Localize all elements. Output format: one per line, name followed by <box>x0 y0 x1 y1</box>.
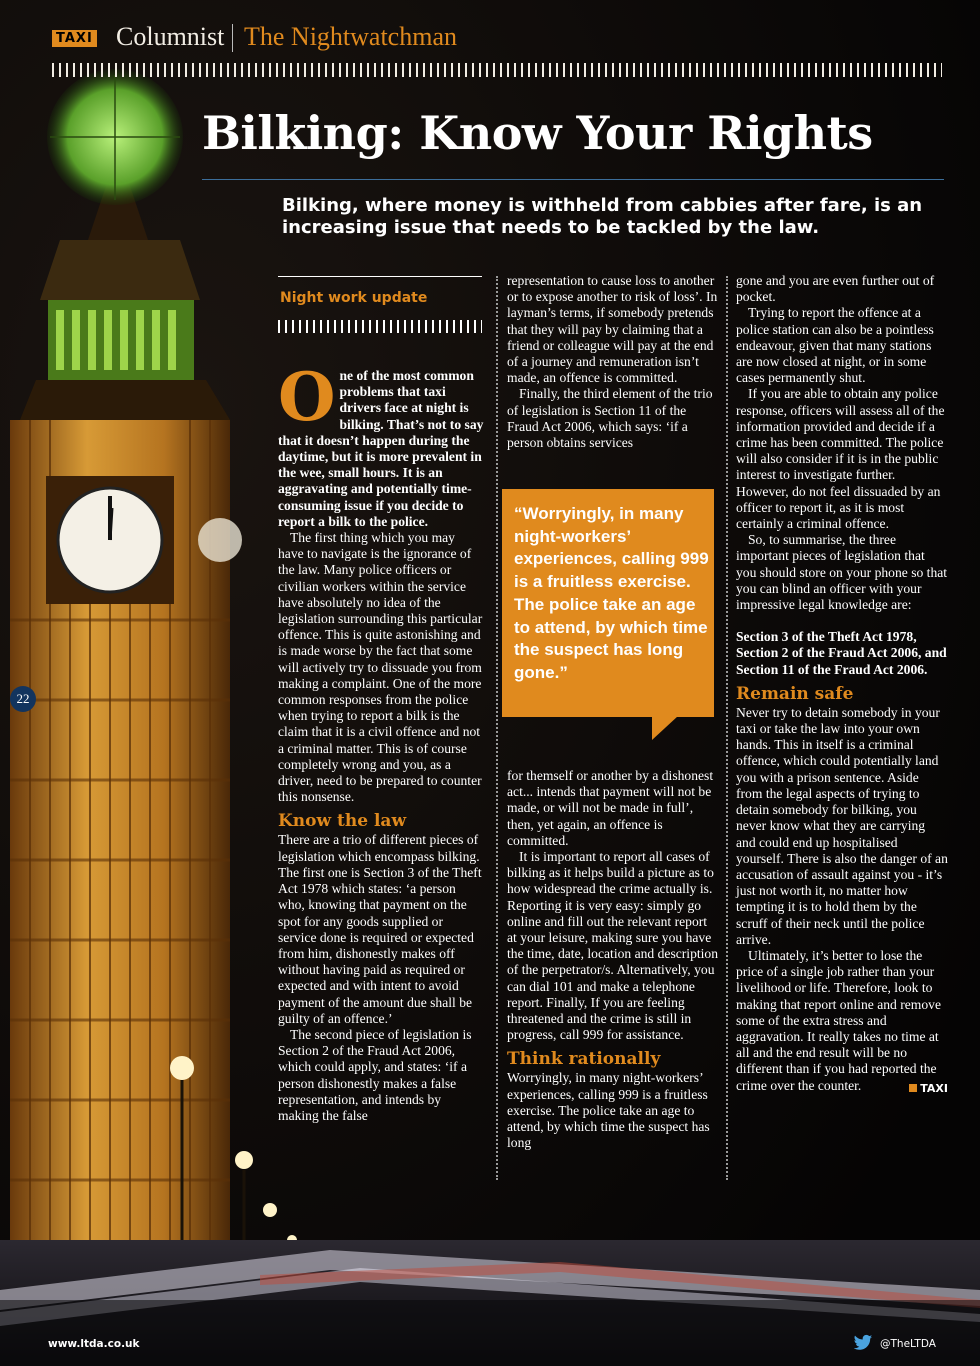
paragraph: Trying to report the offence at a police station can also be a pointless endeavour, given that many stations are now closed at night, or in some cases permanently shut. <box>736 305 934 386</box>
article-column-3 <box>736 273 948 1097</box>
paragraph: The first thing which you may have to navigate is the ignorance of the law. Many police officers or civilian workers within the service have absolutely no idea of the legislation surrounding this particular offence. This is quite astonishing and is made worse by the fact that some will actively try to dissuade you from making a complaint. One of the more common responses from the police when trying to report a bilk is the claim that it is a civil offence and not a criminal matter. This is of course completely wrong and you, as a driver, need to be prepared to counter this nonsense. <box>278 530 483 805</box>
paragraph: gone and you are even further out of pocket. <box>736 273 935 305</box>
end-square-icon <box>909 1084 917 1092</box>
page-number-badge: 22 <box>10 686 36 712</box>
headline-rule <box>202 179 944 180</box>
sidebar-top-rule <box>278 276 482 277</box>
standfirst: Bilking, where money is withheld from cabbies after fare, is an increasing issue that needs to be tackled by the law. <box>282 195 923 238</box>
legislation-summary: Section 3 of the Theft Act 1978, Section 2 of the Fraud Act 2006, and Section 11 of the Fraud Act 2006. <box>736 629 947 677</box>
paragraph: It is important to report all cases of bilking as it helps build a picture as to how widespread the crime actually is. Reporting it is very easy: simply go online and fill out the relevant report at your leisure, making sure you have the time, date, location and description of the perpetrator/s. Alternatively, you can dial 101 and make a telephone report. Finally, If you are feeling threatened and the crime is still in progress, call 999 for assistance. <box>507 849 719 1043</box>
pull-quote: “Worryingly, in many night-workers’ experiences, calling 999 is a fruitless exercise. The police take an age to attend, by which time the suspect has long gone.” <box>514 504 709 682</box>
header-divider <box>232 24 233 52</box>
sidebar-label: Night work update <box>280 290 428 306</box>
subheading-know-the-law: Know the law <box>278 811 407 832</box>
section-label: Columnist <box>116 22 225 51</box>
paragraph: Never try to detain somebody in your taxi or take the law into your own hands. This in itself is a criminal offence, which could potentially land you with a prison sentence. Aside from the legal aspects of trying to detain somebody for bilking, you never know what they are carrying and could end up hospitalised yourself. There is also the danger of an accusation of assault against you - it’s just not worth it, no matter how tempting it is to hold them by the scruff of their neck until the police arrive. <box>736 704 948 947</box>
footer-website[interactable]: www.ltda.co.uk <box>48 1338 140 1350</box>
article-column-2-bottom <box>507 768 719 1151</box>
column-name: The Nightwatchman <box>244 22 457 51</box>
sidebar-dash-rule <box>278 320 482 333</box>
paragraph: for themself or another by a dishonest act... intends that payment will not be made, or will not be made in full’, then, yet again, an offence is committed. <box>507 768 714 848</box>
column-separator-1 <box>496 276 498 1180</box>
header-dash-rule <box>52 63 942 77</box>
paragraph: The second piece of legislation is Section 2 of the Fraud Act 2006, which could apply, and states: ‘if a person dishonestly makes a false representation, and intends by making the false <box>278 1026 472 1123</box>
paragraph: There are a trio of different pieces of legislation which encompass bilking. The first one is Section 3 of the Theft Act 1978 which states: ‘a person who, knowing that payment on the spot for any goods supplied or service done is required or expected from him, dishonestly makes off without having paid as required or expected and with intent to avoid payment of the amount due shall be guilty of an offence.’ <box>278 832 482 1026</box>
paragraph: representation to cause loss to another or to expose another to risk of loss’. In layman’s terms, if somebody pretends that they will pay by claiming that a friend or colleague will pay at the end of a journey and remuneration isn’t made, an offence is committed. <box>507 273 718 386</box>
column-separator-2 <box>726 276 728 1180</box>
article-column-2-top <box>507 273 719 451</box>
end-mark-label: TAXI <box>909 1082 948 1095</box>
twitter-bird-icon <box>853 1334 873 1352</box>
paragraph: If you are able to obtain any police response, officers will assess all of the information provided and decide if a crime has been committed. The police will also consider if it is in the public interest to investigate further. However, do not feel dissuaded by an officer to report it, as it is most certainly a criminal offence. <box>736 386 945 532</box>
headline: Bilking: Know Your Rights <box>202 106 873 160</box>
article-column-1 <box>278 358 484 1124</box>
pull-quote-tail <box>652 716 678 740</box>
drop-cap: O <box>278 358 336 436</box>
subheading-think-rationally: Think rationally <box>507 1049 661 1070</box>
paragraph: Worryingly, in many night-workers’ experiences, calling 999 is a fruitless exercise. The police take an age to attend, by which time the suspect has long <box>507 1070 710 1151</box>
subheading-remain-safe: Remain safe <box>736 683 854 704</box>
taxi-logo-tag: TAXI <box>52 30 97 47</box>
footer-twitter-handle[interactable]: @TheLTDA <box>880 1338 936 1350</box>
paragraph: Ultimately, it’s better to lose the price of a single job rather than your livelihood or life. Therefore, look to making that report online and remove some of the extra stress and aggravation. It really takes no time at all and the end result will be no different than if you had reported the crime over the counter. <box>736 947 941 1093</box>
paragraph: So, to summarise, the three important pieces of legislation that you should store on your phone so that you can blind an officer with your impressive legal knowledge are: <box>736 532 948 613</box>
paragraph: Finally, the third element of the trio of legislation is Section 11 of the Fraud Act 2006, which says: ‘if a person obtains services <box>507 386 713 451</box>
lead-paragraph <box>278 358 484 530</box>
lead-text: ne of the most common problems that taxi drivers face at night is bilking. That’s not to say that it doesn’t happen during the daytime, but it is more prevalent in the wee, small hours. It is an aggravating and potentially time-consuming issue if you decide to report a bilk to the police. <box>278 368 484 529</box>
